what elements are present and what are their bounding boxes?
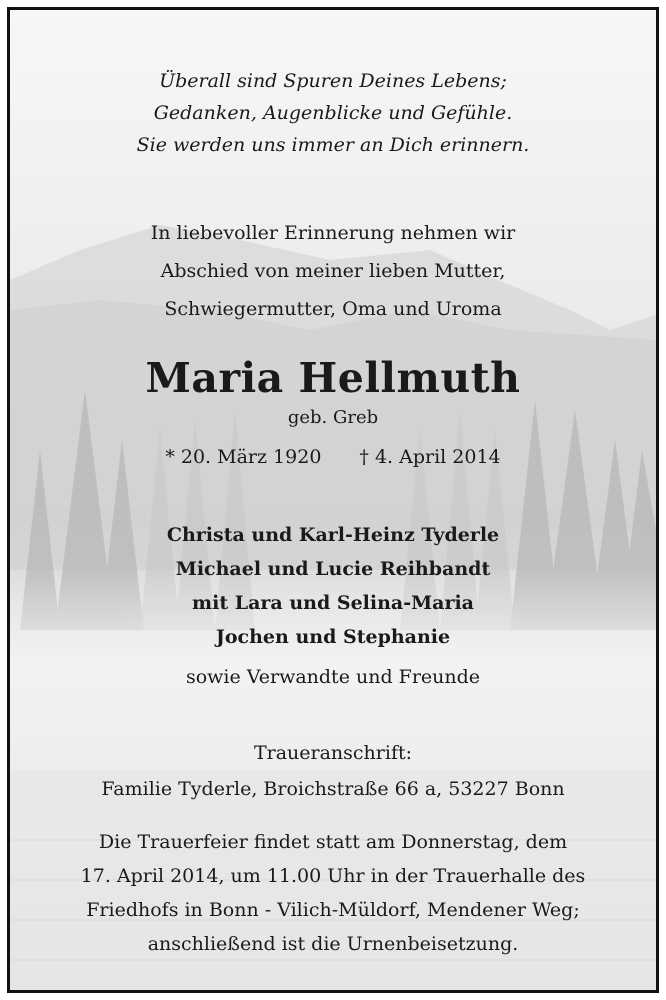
address-label: Traueranschrift: bbox=[253, 742, 413, 764]
notice-text bbox=[10, 10, 656, 990]
obituary-notice bbox=[7, 7, 659, 993]
relatives-line: sowie Verwandte und Freunde bbox=[185, 666, 481, 688]
deceased-name: Maria Hellmuth bbox=[145, 354, 521, 402]
ceremony-line: Die Trauerfeier findet statt am Donnerstag, dem bbox=[98, 831, 568, 853]
death-date: † 4. April 2014 bbox=[359, 446, 501, 468]
mourner-line: Jochen und Stephanie bbox=[215, 626, 451, 648]
mourning-address bbox=[10, 735, 656, 807]
maiden-name: geb. Greb bbox=[287, 407, 379, 428]
intro-text bbox=[10, 214, 656, 328]
motto-line: Überall sind Spuren Deines Lebens; bbox=[159, 70, 507, 92]
ceremony-line: 17. April 2014, um 11.00 Uhr in der Trauerhalle des bbox=[80, 865, 586, 887]
mourners-list bbox=[10, 518, 656, 654]
address-value: Familie Tyderle, Broichstraße 66 a, 53227 Bonn bbox=[101, 778, 565, 800]
ceremony-line: Friedhofs in Bonn - Vilich-Müldorf, Mendener Weg; bbox=[86, 899, 580, 921]
motto-line: Gedanken, Augenblicke und Gefühle. bbox=[153, 102, 513, 124]
mourner-line: Christa und Karl-Heinz Tyderle bbox=[166, 524, 500, 546]
ceremony-info bbox=[10, 825, 656, 961]
mourner-line: Michael und Lucie Reihbandt bbox=[175, 558, 491, 580]
intro-line: Abschied von meiner lieben Mutter, bbox=[160, 260, 506, 282]
life-dates bbox=[10, 442, 656, 472]
mourner-line: mit Lara und Selina-Maria bbox=[192, 592, 474, 614]
birth-date: * 20. März 1920 bbox=[165, 446, 322, 468]
motto-verse bbox=[10, 65, 656, 161]
intro-line: Schwiegermutter, Oma und Uroma bbox=[164, 298, 502, 320]
ceremony-line: anschließend ist die Urnenbeisetzung. bbox=[147, 933, 519, 955]
motto-line: Sie werden uns immer an Dich erinnern. bbox=[136, 134, 530, 156]
intro-line: In liebevoller Erinnerung nehmen wir bbox=[150, 222, 516, 244]
